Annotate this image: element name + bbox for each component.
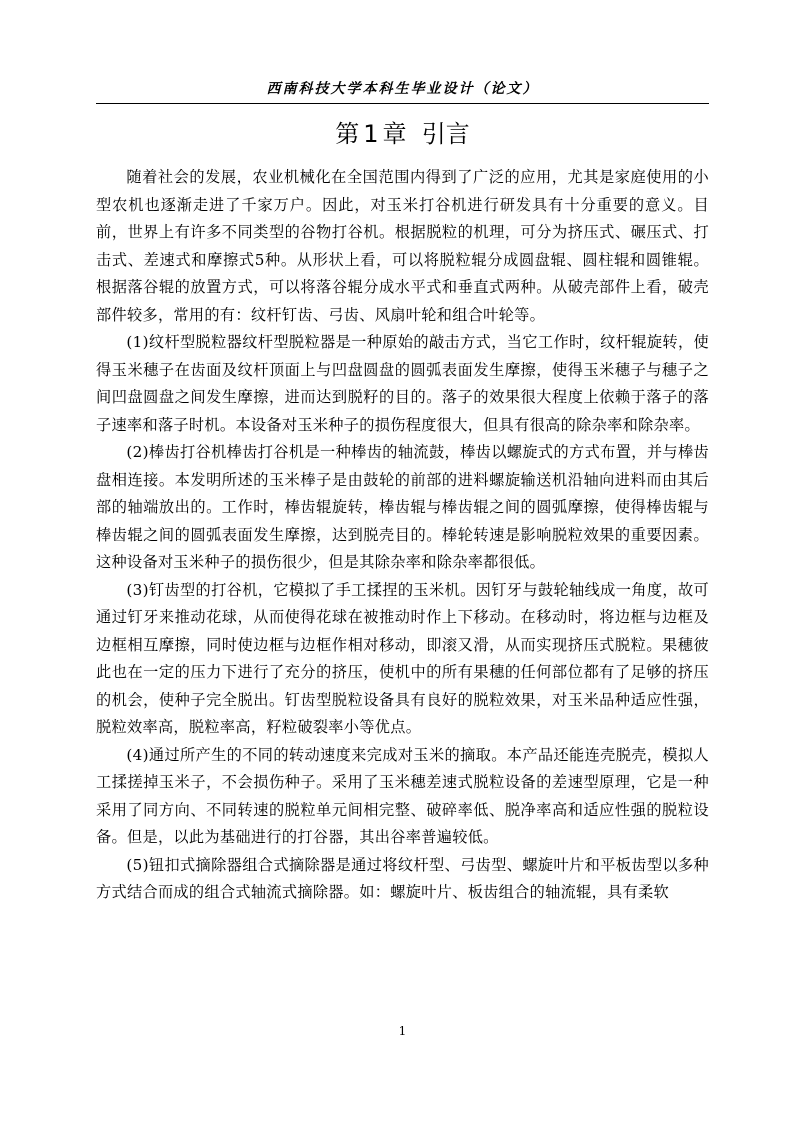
chapter-number: 1 <box>363 120 379 148</box>
header-divider <box>96 103 709 104</box>
paragraph-rasp-bar-thresher: (1)纹杆型脱粒器纹杆型脱粒器是一种原始的敲击方式，当它工作时，纹杆辊旋转，使得玉米穗子在齿面及纹杆顶面上与凹盘圆盘的圆弧表面发生摩擦，使得玉米穗子与穗子之间凹盘圆盘之间发生摩擦，进而达到脱籽的目的。落子的效果很大程度上依赖于落子的落子速率和落子时机。本设备对玉米种子的损伤程度很大，但具有很高的除杂率和除杂率。 <box>96 333 709 434</box>
paragraph-combined-type: (5)钮扣式摘除器组合式摘除器是通过将纹杆型、弓齿型、螺旋叶片和平板齿型以多种方式结合而成的组合式轴流式摘除器。如：螺旋叶片、板齿组合的轴流辊，具有柔软 <box>96 855 709 901</box>
body-text <box>96 164 709 907</box>
paragraph-rod-tooth-thresher: (2)棒齿打谷机棒齿打谷机是一种棒齿的轴流鼓，棒齿以螺旋式的方式布置，并与棒齿盘相连接。本发明所述的玉米棒子是由鼓轮的前部的进料螺旋输送机沿轴向进料而由其后部的轴端放出的。工作时，棒齿辊旋转，棒齿辊与棒齿辊之间的圆弧摩擦，使得棒齿辊与棒齿辊之间的圆弧表面发生摩擦，达到脱壳目的。棒轮转速是影响脱粒效果的重要因素。这种设备对玉米种子的损伤很少，但是其除杂率和除杂率都很低。 <box>96 443 709 571</box>
paragraph-intro: 随着社会的发展，农业机械化在全国范围内得到了广泛的应用，尤其是家庭使用的小型农机也逐渐走进了千家万户。因此，对玉米打谷机进行研发具有十分重要的意义。目前，世界上有许多不同类型的谷物打谷机。根据脱粒的机理，可分为挤压式、碾压式、打击式、差速式和摩擦式5种。从形状上看，可以将脱粒辊分成圆盘辊、圆柱辊和圆锥辊。根据落谷辊的放置方式，可以将落谷辊分成水平式和垂直式两种。从破壳部件上看，破壳部件较多，常用的有：纹杆钉齿、弓齿、风扇叶轮和组合叶轮等。 <box>96 168 709 324</box>
chapter-prefix: 第 <box>335 120 360 148</box>
chapter-title <box>96 114 709 154</box>
chapter-suffix: 章 <box>382 120 407 148</box>
paragraph-spike-tooth-thresher: (3)钉齿型的打谷机，它模拟了手工揉捏的玉米机。因钉牙与鼓轮轴线成一角度，故可通过钉牙来推动花球，从而使得花球在被推动时作上下移动。在移动时，将边框与边框及边框相互摩擦，同时使边框与边框作相对移动，即滚又滑，从而实现挤压式脱粒。果穗彼此也在一定的压力下进行了充分的挤压，使机中的所有果穗的任何部位都有了足够的挤压的机会，使种子完全脱出。钉齿型脱粒设备具有良好的脱粒效果，对玉米品种适应性强，脱粒效率高，脱粒率高，籽粒破裂率小等优点。 <box>96 580 709 736</box>
page-number: 1 <box>398 1024 407 1038</box>
paragraph-differential-speed: (4)通过所产生的不同的转动速度来完成对玉米的摘取。本产品还能连壳脱壳，模拟人工揉搓掉玉米子，不会损伤种子。采用了玉米穗差速式脱粒设备的差速型原理，它是一种采用了同方向、不同转速的脱粒单元间相完整、破碎率低、脱净率高和适应性强的脱粒设备。但是，以此为基础进行的打谷器，其出谷率普遍较低。 <box>96 745 709 846</box>
page-header: 西南科技大学本科生毕业设计（论文） <box>266 81 539 97</box>
chapter-heading-text: 引言 <box>421 120 470 148</box>
